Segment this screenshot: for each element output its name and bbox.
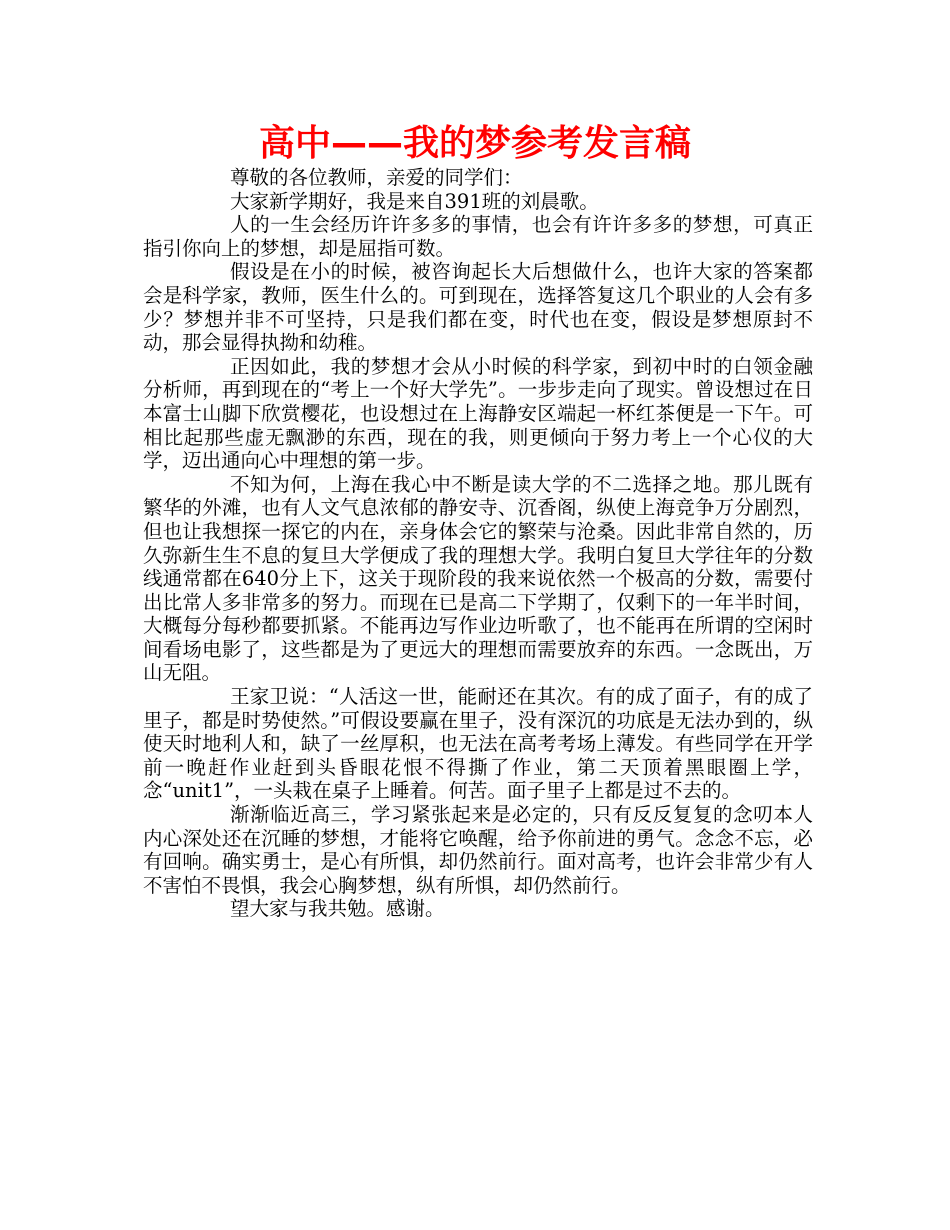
paragraph: 假设是在小的时候，被咨询起长大后想做什么，也许大家的答案都会是科学家，教师，医生什么的。可到现在，选择答复这几个职业的人会有多少？梦想并非不可坚持，只是我们都在变，时代也在变，假设是梦想原封不动，那会显得执拗和幼稚。 — [143, 260, 813, 355]
document-title: 高中——我的梦参考发言稿 — [258, 123, 691, 164]
paragraph-closing: 望大家与我共勉。感谢。 — [230, 897, 445, 921]
paragraph: 正因如此，我的梦想才会从小时候的科学家，到初中时的白领金融分析师，再到现在的“考上一个好大学先”。一步步走向了现实。曾设想过在日本富士山脚下欣赏樱花，也设想过在上海静安区端起一杯红茶便是一下午。可相比起那些虚无飘渺的东西，现在的我，则更倾向于努力考上一个心仪的大学，迈出通向心中理想的第一步。 — [143, 354, 813, 473]
document-body — [143, 166, 813, 921]
paragraph-greeting: 尊敬的各位教师，亲爱的同学们： — [230, 166, 523, 189]
paragraph-intro: 大家新学期好，我是来自391班的刘晨歌。 — [230, 189, 599, 213]
paragraph: 渐渐临近高三，学习紧张起来是必定的，只有反反复复的念叨本人内心深处还在沉睡的梦想，才能将它唤醒，给予你前进的勇气。念念不忘，必有回响。确实勇士，是心有所惧，却仍然前行。面对高考，也许会非常少有人不害怕不畏惧，我会心胸梦想，纵有所惧，却仍然前行。 — [143, 803, 813, 897]
paragraph: 人的一生会经历许许多多的事情，也会有许许多多的梦想，可真正指引你向上的梦想，却是屈指可数。 — [143, 213, 813, 260]
paragraph: 不知为何，上海在我心中不断是读大学的不二选择之地。那儿既有繁华的外滩，也有人文气息浓郁的静安寺、沉香阁，纵使上海竞争万分剧烈，但也让我想探一探它的内在，亲身体会它的繁荣与沧桑。因此非常自然的，历久弥新生生不息的复旦大学便成了我的理想大学。我明白复旦大学往年的分数线通常都在640分上下，这关于现阶段的我来说依然一个极高的分数，需要付出比常人多非常多的努力。而现在已是高二下学期了，仅剩下的一年半时间，大概每分每秒都要抓紧。不能再边写作业边听歌了，也不能再在所谓的空闲时间看场电影了，这些都是为了更远大的理想而需要放弃的东西。一念既出，万山无阻。 — [143, 472, 813, 685]
paragraph: 王家卫说：“人活这一世，能耐还在其次。有的成了面子，有的成了里子，都是时势使然。”可假设要赢在里子，没有深沉的功底是无法办到的，纵使天时地利人和，缺了一丝厚积，也无法在高考考场上薄发。有些同学在开学前一晚赶作业赶到头昏眼花恨不得撕了作业，第二天顶着黑眼圈上学，念“unit1”，一头栽在桌子上睡着。何苦。面子里子上都是过不去的。 — [143, 685, 813, 803]
